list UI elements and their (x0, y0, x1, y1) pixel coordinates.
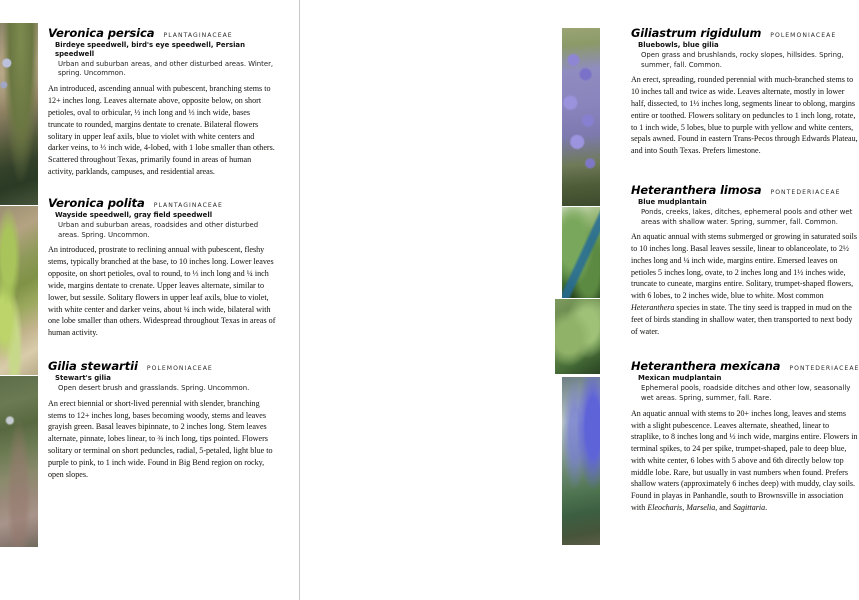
common-names: Blue mudplantain (638, 197, 707, 206)
family-name: PONTEDERIACEAE (789, 365, 859, 373)
family-name: PONTEDERIACEAE (770, 188, 841, 196)
common-names: Birdeye speedwell, bird's eye speedwell, Persian speedwell (55, 41, 245, 58)
family-name: POLEMONIACEAE (770, 32, 837, 39)
family-name: POLEMONIACEAE (146, 365, 213, 373)
giliastrum-rigidulum-photo (562, 28, 600, 206)
heteranthera-mexicana-photo (562, 377, 600, 545)
common-names: Mexican mudplantain (638, 374, 722, 383)
photo-image (562, 207, 600, 298)
photo-image (555, 299, 600, 374)
photo-image (0, 206, 38, 375)
species-entry-giliastrum-rigidulum (631, 26, 859, 157)
species-entry-veronica-persica (48, 26, 276, 178)
scientific-name: Veronica polita (48, 196, 145, 210)
entry-heading (48, 196, 276, 210)
left-page-text-column (48, 26, 276, 481)
species-description: An aquatic annual with stems submerged or growing in saturated soils to 10 inches long. Basal leaves sessile, linear to oblanceolate, to 2½ inches long and ¼ inch wide, margins entire. Emersed leaves on petioles 5 inches long, ovate, to 2 inches long and 1½ inches wide, truncate to cuneate, margins entire. Solitary, trumpet-shaped flowers, with 6 lobes, to 2 inches wide, blue to white. Most common Heteranthera species in state. The tiny seed is trapped in mud on the feet of birds standing in shallow water, then transported to next body of water. (631, 232, 858, 336)
species-entry-gilia-stewartii (48, 359, 276, 481)
scientific-name: Heteranthera mexicana (631, 359, 781, 374)
entry-heading (48, 359, 276, 373)
right-page-text-column (631, 26, 859, 514)
scientific-name: Giliastrum rigidulum (631, 26, 762, 40)
photo-image (0, 376, 38, 547)
family-name: PLANTAGINACEAE (153, 202, 223, 209)
habitat-and-season: Ephemeral pools, roadside ditches and other low, seasonally wet areas. Spring, summer, fall. Rare. (641, 384, 851, 402)
veronica-polita-photo (0, 206, 38, 375)
species-description: An erect, spreading, rounded perennial with much-branched stems to 10 inches tall and twice as wide. Leaves alternate, mostly in lower half, dissected, to 1½ inches long, segments linear to oblong, margins entire or toothed. Flowers solitary on peduncles to 1 inch long, rotate, to 1 inch wide, 5 lobes, blue to purple with yellow and white centers, sepals awned. Found in eastern Trans-Pecos through Edwards Plateau, and into South Texas. Prefers limestone. (631, 75, 858, 156)
habitat-and-season: Open desert brush and grasslands. Spring. Uncommon. (58, 384, 250, 392)
species-description: An introduced, prostrate to reclining annual with pubescent, fleshy stems, typically branched at the base, to 10 inches long. Lower leaves opposite, on short petioles, oval to round, to ⅓ inch long and ¼ inch wide, margins dentate to crenate. Upper leaves alternate, similar to lower, but sessile. Solitary flowers in upper leaf axils, blue to violet, with white center and darker veins, about ¼ inch wide, bilateral with one lobe smaller than others. Widespread throughout Texas in areas of human activity. (48, 245, 276, 338)
habitat-and-season: Open grass and brushlands, rocky slopes, hillsides. Spring, summer, fall. Common. (641, 50, 844, 69)
common-names: Bluebowls, blue gilia (638, 41, 719, 49)
photo-image (562, 28, 600, 206)
entry-heading (631, 183, 859, 197)
species-entry-heteranthera-mexicana (631, 359, 859, 513)
scientific-name: Gilia stewartii (48, 359, 138, 374)
entry-heading (631, 359, 859, 373)
species-description: An aquatic annual with stems to 20+ inches long, leaves and stems with a slight pubescence. Leaves alternate, sheathed, linear to straplike, to 8 inches long and ½ inch wide, margins entire. Flowers in terminal spikes, to 24 per spike, trumpet-shaped, pale to deep blue, with white center, 6 lobes with 5 above and 6th directly below top middle lobe. Rare, but usually in vast numbers when found. Prefers shallow waters (approximately 6 inches deep) with muddy, clay soils. Found in playas in Panhandle, south to Brownsville in association with Eleocharis, Marselia, and Sagittaria. (631, 408, 858, 513)
habitat-and-season: Ponds, creeks, lakes, ditches, ephemeral pools and other wet areas with shallow water. Spring, summer, fall. Common. (641, 207, 853, 226)
scientific-name: Heteranthera limosa (631, 182, 762, 197)
photo-image (0, 23, 38, 205)
species-entry-heteranthera-limosa (631, 183, 859, 337)
species-entry-veronica-polita (48, 196, 276, 339)
common-names: Wayside speedwell, gray field speedwell (55, 211, 213, 219)
common-names: Stewart's gilia (55, 374, 111, 383)
page-right (301, 0, 859, 600)
heteranthera-limosa-flower-photo (562, 207, 600, 298)
species-description: An erect biennial or short-lived perennial with slender, branching stems to 12+ inches long, bases becoming woody, stems and leaves grayish green. Basal leaves bipinnate, to 2 inches long. Stem leaves alternate, pinnate, lobes linear, to ¾ inch long, tips pointed. Flowers solitary or terminal on short peduncles, radial, 5-petaled, light blue to purple to pink, to 1 inch wide. Found in Big Bend region on rocky, open slopes. (48, 398, 273, 479)
habitat-and-season: Urban and suburban areas, roadsides and other disturbed areas. Spring. Uncommon. (58, 220, 259, 239)
scientific-name: Veronica persica (48, 26, 155, 40)
gilia-stewartii-photo (0, 376, 38, 547)
veronica-persica-photo (0, 23, 38, 205)
entry-heading (631, 26, 859, 40)
heteranthera-limosa-leaf-photo (555, 299, 600, 374)
family-name: PLANTAGINACEAE (163, 32, 233, 39)
photo-image (562, 377, 600, 545)
entry-heading (48, 26, 276, 40)
species-description: An introduced, ascending annual with pubescent, branching stems to 12+ inches long. Leaves alternate above, opposite below, on short petioles, oval to orbicular, ½ inch long and ⅓ inch wide, bases truncate to rounded, margins dentate to crenate. Bilateral flowers solitary in upper leaf axils, blue to violet with white centers and darker veins, to ⅓ inch wide, 4-lobed, with 1 lobe smaller than others. Scattered throughout Texas, primarily found in areas of human activity, parklands, campuses, and residential areas. (48, 84, 275, 177)
page-left (0, 0, 300, 600)
habitat-and-season: Urban and suburban areas, and other disturbed areas. Winter, spring. Uncommon. (58, 59, 274, 78)
photo-strip-left (0, 0, 40, 600)
photo-strip-right (560, 0, 600, 600)
